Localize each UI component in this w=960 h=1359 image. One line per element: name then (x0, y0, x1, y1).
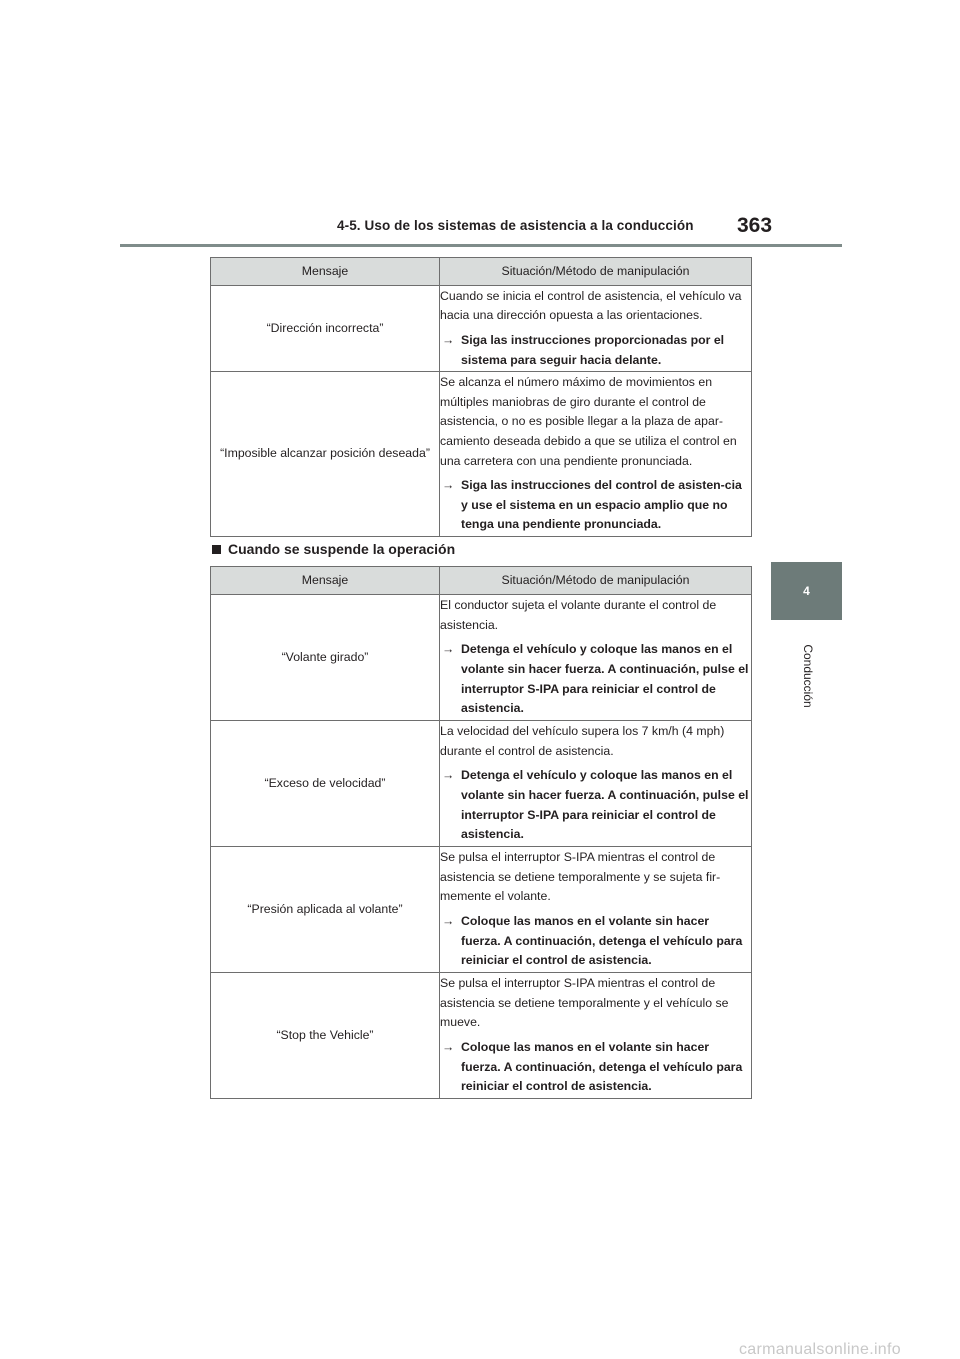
chapter-tab (771, 562, 842, 620)
square-bullet-icon (212, 545, 221, 554)
table-row (211, 847, 752, 973)
chapter-name: Conducción (801, 644, 815, 708)
action-text: Siga las instrucciones del control de asisten-cia y use el sistema en un espacio amplio que no tenga una pendiente pronunciada. (461, 478, 742, 532)
arrow-icon: → (442, 768, 455, 783)
action-item (440, 1038, 751, 1097)
section-heading-text: Cuando se suspende la operación (228, 541, 456, 557)
message-table-1 (210, 257, 752, 537)
arrow-icon: → (442, 914, 455, 928)
message-table-2 (210, 566, 752, 1099)
column-header-message: Mensaje (211, 258, 440, 286)
arrow-icon: → (442, 642, 455, 657)
description-cell (440, 595, 752, 721)
action-item (440, 331, 751, 370)
table-row (211, 372, 752, 537)
column-header-message: Mensaje (211, 567, 440, 595)
column-header-situation: Situación/Método de manipulación (440, 567, 752, 595)
chapter-number: 4 (803, 584, 810, 598)
action-text: Siga las instrucciones proporcionadas por el sistema para seguir hacia delante. (461, 333, 725, 367)
column-header-situation: Situación/Método de manipulación (440, 258, 752, 286)
table-row (211, 286, 752, 372)
section-heading (212, 541, 455, 557)
description-cell (440, 721, 752, 847)
arrow-icon: → (442, 1040, 455, 1054)
action-text: Coloque las manos en el volante sin hacer fuerza. A continuación, detenga el vehículo para reiniciar el control de asistencia. (461, 914, 743, 968)
description-cell (440, 372, 752, 537)
action-item (440, 766, 751, 844)
watermark: carmanualsonline.info (739, 1341, 901, 1358)
page-number: 363 (737, 214, 773, 237)
message-cell: “Presión aplicada al volante” (211, 847, 440, 973)
arrow-icon: → (442, 333, 455, 347)
situation-text: Se pulsa el interruptor S-IPA mientras el control de asistencia se detiene temporalmente y el vehículo se mueve. (440, 976, 729, 1030)
description-cell (440, 847, 752, 973)
message-cell: “Volante girado” (211, 595, 440, 721)
situation-text: Se alcanza el número máximo de movimientos en múltiples maniobras de giro durante el control de asistencia, o no es posible llegar a la plaza de apar-camiento deseada debido a que se utiliza el control en una carretera con una pendiente pronunciada. (440, 375, 737, 468)
arrow-icon: → (442, 478, 455, 493)
situation-text: La velocidad del vehículo supera los 7 km/h (4 mph) durante el control de asistencia. (440, 724, 725, 758)
message-cell: “Stop the Vehicle” (211, 973, 440, 1099)
situation-text: El conductor sujeta el volante durante el control de asistencia. (440, 598, 717, 632)
action-item (440, 912, 751, 971)
message-cell: “Imposible alcanzar posición deseada” (211, 372, 440, 537)
situation-text: Se pulsa el interruptor S-IPA mientras el control de asistencia se detiene temporalmente y se sujeta fir-memente el volante. (440, 850, 721, 904)
description-cell (440, 973, 752, 1099)
action-text: Detenga el vehículo y coloque las manos en el volante sin hacer fuerza. A continuación, pulse el interruptor S-IPA para reiniciar el control de asistencia. (461, 768, 749, 842)
action-text: Detenga el vehículo y coloque las manos en el volante sin hacer fuerza. A continuación, pulse el interruptor S-IPA para reiniciar el control de asistencia. (461, 642, 749, 716)
header-rule (120, 244, 842, 247)
action-text: Coloque las manos en el volante sin hacer fuerza. A continuación, detenga el vehículo para reiniciar el control de asistencia. (461, 1040, 743, 1094)
action-item (440, 640, 751, 718)
table-row (211, 721, 752, 847)
section-title: 4-5. Uso de los sistemas de asistencia a la conducción (337, 218, 694, 233)
message-cell: “Exceso de velocidad” (211, 721, 440, 847)
action-item (440, 476, 751, 535)
description-cell (440, 286, 752, 372)
table-row (211, 595, 752, 721)
table-row (211, 973, 752, 1099)
message-cell: “Dirección incorrecta” (211, 286, 440, 372)
situation-text: Cuando se inicia el control de asistencia, el vehículo va hacia una dirección opuesta a las orientaciones. (440, 288, 742, 323)
